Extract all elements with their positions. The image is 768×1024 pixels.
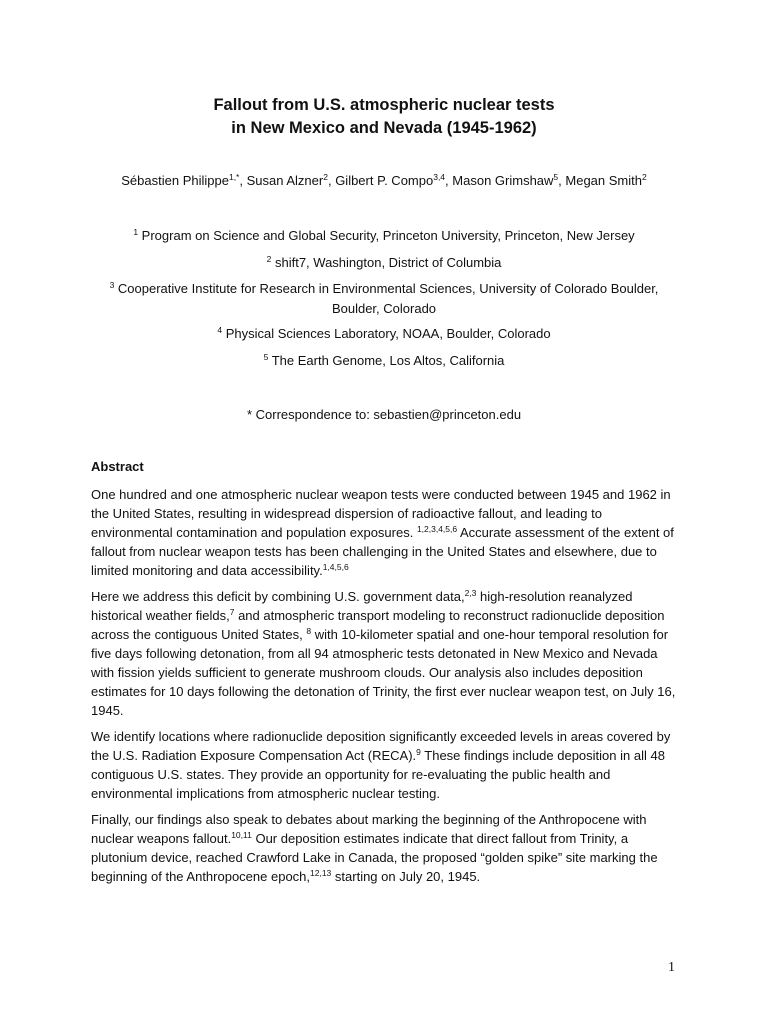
- affiliation: $^3$ Cooperative Institute for Research in Environmental Sciences, University of Colorado Boulder, Boulder, Colorado: [109, 280, 659, 316]
- affiliation: $^5$ The Earth Genome, Los Altos, California: [263, 352, 505, 368]
- page-number: 1: [668, 960, 675, 975]
- citation-superscript: 7: [229, 607, 235, 617]
- citation-superscript: 10,11: [231, 830, 252, 840]
- citation-superscript: 1,4,5,6: [322, 562, 349, 572]
- citation-superscript: 1,2,3,4,5,6: [416, 524, 458, 534]
- author-list: [0, 171, 768, 191]
- author: Megan Smith$^2$: [565, 172, 647, 188]
- author: Susan Alzner$^2$,: [246, 172, 336, 188]
- abstract-paragraph: Finally, our findings also speak to debates about marking the beginning of the Anthropocene with nuclear weapons fallout.$^{10,11}$ Our deposition estimates indicate that direct fallout from Trinity, a plutonium device, reached Crawford Lake in Canada, the proposed “golden spike” site marking the beginning of the Anthropocene epoch,$^{12,13}$ starting on July 20, 1945.: [91, 812, 658, 884]
- citation-superscript: 9: [416, 747, 421, 757]
- citation-superscript: 8: [306, 626, 312, 636]
- title-line-2: in New Mexico and Nevada (1945-1962): [231, 119, 537, 137]
- author: Mason Grimshaw$^5$,: [452, 172, 566, 188]
- affiliation: $^1$ Program on Science and Global Security, Princeton University, Princeton, New Jersey: [133, 227, 635, 243]
- abstract-paragraph: We identify locations where radionuclide deposition significantly exceeded levels in areas covered by the U.S. Radiation Exposure Compensation Act (RECA).$^9$ These findings include deposition in all 48 contiguous U.S. states. They provide an opportunity for re-evaluating the public health and environmental implications from atmospheric nuclear testing.: [91, 729, 671, 801]
- affiliation: $^4$ Physical Sciences Laboratory, NOAA, Boulder, Colorado: [217, 325, 551, 341]
- title-line-1: Fallout from U.S. atmospheric nuclear tests: [213, 96, 555, 114]
- abstract-heading: Abstract: [91, 459, 144, 474]
- abstract-paragraph: Here we address this deficit by combining U.S. government data,$^{2,3}$ high-resolution reanalyzed historical weather fields,$^7$ and atmospheric transport modeling to reconstruct radionuclide deposition across the contiguous United States, $^8$ with 10-kilometer spatial and one-hour temporal resolution for five days following detonation, from all 94 atmospheric tests detonated in New Mexico and Nevada with fission yields sufficient to generate mushroom clouds. Our analysis also includes deposition estimates for 10 days following the detonation of Trinity, the first ever nuclear weapon test, on July 16, 1945.: [91, 588, 676, 718]
- citation-superscript: 2,3: [464, 588, 477, 598]
- correspondence: * Correspondence to: sebastien@princeton.edu: [246, 407, 522, 422]
- author: Sébastien Philippe$^{1,*}$,: [121, 172, 247, 188]
- affiliation: $^2$ shift7, Washington, District of Columbia: [266, 254, 502, 270]
- author: Gilbert P. Compo$^{3,4}$,: [335, 172, 453, 188]
- citation-superscript: 12,13: [310, 868, 332, 878]
- paper-title: [0, 94, 768, 140]
- abstract-paragraph: One hundred and one atmospheric nuclear weapon tests were conducted between 1945 and 1962 in the United States, resulting in widespread dispersion of radioactive fallout, and leading to environmental contamination and population exposures. $^{1,2,3,4,5,6}$ Accurate assessment of the extent of fallout from nuclear weapon tests has been challenging in the United States and elsewhere, due to limited monitoring and data accessibility.$^{1,4,5,6}$: [91, 487, 674, 578]
